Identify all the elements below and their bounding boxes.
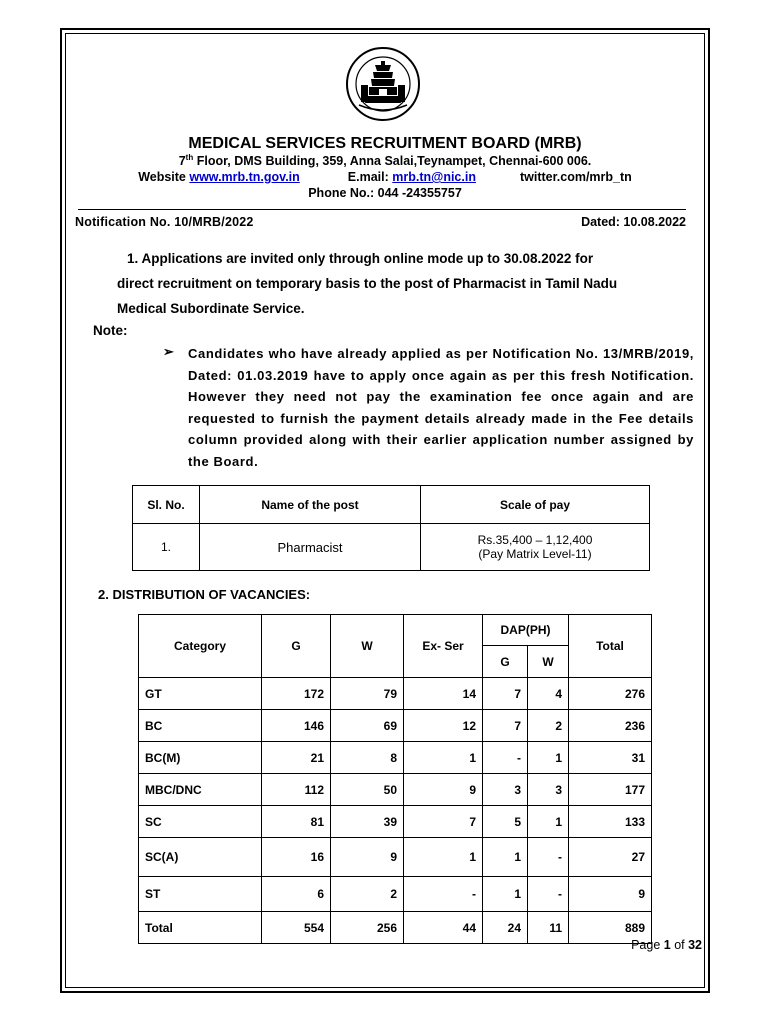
cell-g: 112: [262, 774, 331, 806]
cell-ex-ser: 12: [404, 710, 483, 742]
cell-dap-g: 1: [483, 838, 528, 877]
cell-total: 133: [569, 806, 652, 838]
paragraph-1-line-2: direct recruitment on temporary basis to the post of Pharmacist in Tamil Nadu: [117, 276, 618, 291]
cell-category: MBC/DNC: [139, 774, 262, 806]
page-number: [631, 938, 702, 952]
cell-dap-g: 7: [483, 678, 528, 710]
cell-ex-ser: 44: [404, 912, 483, 944]
email-link[interactable]: mrb.tn@nic.in: [392, 170, 476, 184]
floor-number: 7: [178, 154, 186, 169]
paragraph-1-line-3: Medical Subordinate Service.: [117, 301, 305, 316]
board-title: MEDICAL SERVICES RECRUITMENT BOARD (MRB): [188, 135, 582, 152]
paragraph-1-line-1-text: 1. Applications are invited only through online mode up to 30.08.2022 for: [127, 251, 594, 266]
cell-total: 177: [569, 774, 652, 806]
cell-w: 39: [331, 806, 404, 838]
table-row: [139, 774, 652, 806]
header-sl-no: Sl. No.: [133, 486, 200, 524]
cell-category: GT: [139, 678, 262, 710]
paragraph-1-line-1: [117, 246, 657, 271]
cell-total: 31: [569, 742, 652, 774]
table-row-total: [139, 912, 652, 944]
note-label: Note:: [93, 323, 128, 338]
cell-dap-g: 1: [483, 877, 528, 912]
cell-total: 889: [569, 912, 652, 944]
cell-dap-g: 24: [483, 912, 528, 944]
table-row: [139, 806, 652, 838]
board-address: [65, 153, 705, 168]
cell-category: BC: [139, 710, 262, 742]
cell-w: 8: [331, 742, 404, 774]
cell-scale-of-pay: [421, 524, 650, 571]
contact-line: [65, 170, 705, 184]
page-of-label: of: [670, 938, 689, 952]
cell-total: 9: [569, 877, 652, 912]
cell-dap-w: 3: [528, 774, 569, 806]
cell-post-name: Pharmacist: [200, 524, 421, 571]
address-text: Floor, DMS Building, 359, Anna Salai,Teynampet, Chennai-600 006.: [193, 154, 592, 169]
cell-dap-w: 2: [528, 710, 569, 742]
cell-w: 79: [331, 678, 404, 710]
arrow-bullet-icon: ➢: [163, 344, 174, 359]
cell-g: 21: [262, 742, 331, 774]
header-scale-of-pay: Scale of pay: [421, 486, 650, 524]
cell-g: 146: [262, 710, 331, 742]
cell-w: 69: [331, 710, 404, 742]
cell-dap-w: 1: [528, 742, 569, 774]
header-category: Category: [139, 615, 262, 678]
cell-dap-g: -: [483, 742, 528, 774]
cell-w: 2: [331, 877, 404, 912]
cell-category: BC(M): [139, 742, 262, 774]
table-row: [139, 710, 652, 742]
header-g: G: [262, 615, 331, 678]
cell-g: 81: [262, 806, 331, 838]
cell-ex-ser: 14: [404, 678, 483, 710]
notification-number: Notification No. 10/MRB/2022: [75, 215, 254, 229]
note-text: Candidates who have already applied as per Notification No. 13/MRB/2019, Dated: 01.03.2019 have to apply once again as per this fresh Notification. However they need not pay the examination fee once again and are requested to furnish the payment details already made in the Fee details column provided along with their earlier application number assigned by the Board.: [188, 346, 694, 469]
header-post-name: Name of the post: [200, 486, 421, 524]
section-2-heading: 2. DISTRIBUTION OF VACANCIES:: [98, 587, 311, 602]
header-dap-ph: DAP(PH): [483, 615, 569, 646]
notification-date: Dated: 10.08.2022: [581, 215, 686, 229]
header-total: Total: [569, 615, 652, 678]
cell-dap-g: 3: [483, 774, 528, 806]
cell-w: 9: [331, 838, 404, 877]
cell-ex-ser: -: [404, 877, 483, 912]
cell-ex-ser: 9: [404, 774, 483, 806]
table-row: [139, 877, 652, 912]
table-row: [139, 678, 652, 710]
header-dap-w: W: [528, 646, 569, 678]
cell-total: 27: [569, 838, 652, 877]
email-label: E.mail:: [347, 170, 393, 184]
twitter-handle: twitter.com/mrb_tn: [519, 170, 632, 184]
page-current: 1: [663, 938, 671, 952]
header-w: W: [331, 615, 404, 678]
cell-ex-ser: 1: [404, 838, 483, 877]
cell-category: SC(A): [139, 838, 262, 877]
table-row: [139, 838, 652, 877]
cell-dap-w: 11: [528, 912, 569, 944]
cell-total: 276: [569, 678, 652, 710]
cell-g: 554: [262, 912, 331, 944]
paragraph-1: [117, 246, 657, 321]
cell-dap-w: 4: [528, 678, 569, 710]
cell-category: ST: [139, 877, 262, 912]
table-row: [133, 524, 650, 571]
vacancy-table: [138, 614, 652, 944]
post-table-header: [133, 486, 650, 524]
vacancy-table-body: [139, 678, 652, 944]
cell-g: 16: [262, 838, 331, 877]
cell-dap-w: -: [528, 877, 569, 912]
phone-number: Phone No.: 044 -24355757: [308, 186, 462, 200]
cell-ex-ser: 7: [404, 806, 483, 838]
cell-category: Total: [139, 912, 262, 944]
cell-w: 256: [331, 912, 404, 944]
website-label: Website: [138, 170, 190, 184]
post-table: [132, 485, 650, 571]
cell-w: 50: [331, 774, 404, 806]
pay-range: Rs.35,400 – 1,12,400: [477, 533, 593, 547]
page-total: 32: [688, 938, 702, 952]
vacancy-header-row-1: [139, 615, 652, 646]
floor-suffix: th: [185, 153, 194, 162]
website-link[interactable]: www.mrb.tn.gov.in: [189, 170, 300, 184]
cell-dap-w: -: [528, 838, 569, 877]
table-row: [139, 742, 652, 774]
pay-matrix-level: (Pay Matrix Level-11): [478, 547, 592, 561]
tamil-nadu-emblem-icon: [345, 45, 421, 123]
cell-dap-g: 5: [483, 806, 528, 838]
cell-dap-g: 7: [483, 710, 528, 742]
header-ex-ser: Ex- Ser: [404, 615, 483, 678]
cell-g: 6: [262, 877, 331, 912]
cell-total: 236: [569, 710, 652, 742]
cell-dap-w: 1: [528, 806, 569, 838]
cell-g: 172: [262, 678, 331, 710]
header-dap-g: G: [483, 646, 528, 678]
page-label: Page: [631, 938, 664, 952]
cell-sl-no: 1.: [133, 524, 200, 571]
header-divider: [78, 209, 686, 210]
cell-ex-ser: 1: [404, 742, 483, 774]
cell-category: SC: [139, 806, 262, 838]
